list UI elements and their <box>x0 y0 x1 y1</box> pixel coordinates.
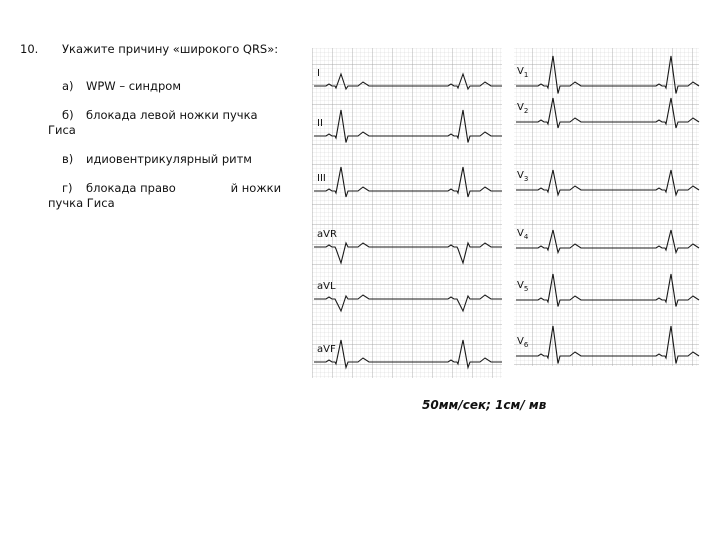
ecg-lead-label: $V_6$ <box>517 336 529 349</box>
option-text: WPW – синдром <box>86 79 182 93</box>
option-text: идиовентрикулярный ритм <box>86 152 252 166</box>
option-text: блокада право й ножки <box>86 181 282 195</box>
ecg-lead-label: $V_2$ <box>517 102 529 115</box>
ecg-lead-label: $V_5$ <box>517 280 529 293</box>
question-text: Укажите причину «широкого QRS»: <box>62 42 279 56</box>
question-block <box>20 42 310 211</box>
option-letter: г) <box>62 181 73 195</box>
question-number: 10. <box>20 42 39 56</box>
ecg-lead-label: aVL <box>317 281 336 292</box>
ecg-grid-right <box>514 48 699 366</box>
ecg-grid-left <box>312 48 502 378</box>
ecg-lead-label: $V_4$ <box>517 228 529 241</box>
ecg-lead-label: $V_3$ <box>517 170 529 183</box>
ecg-lead-label: III <box>317 173 326 184</box>
ecg-caption: 50мм/сек; 1см/ мв <box>422 398 547 412</box>
ecg-lead-label: aVR <box>317 229 337 240</box>
option-letter: в) <box>62 152 74 166</box>
ecg-lead-label: aVF <box>317 344 336 355</box>
question-header <box>20 42 310 57</box>
ecg-image <box>312 44 720 380</box>
answer-option-a[interactable] <box>20 79 310 94</box>
answer-option-c[interactable] <box>20 152 310 167</box>
ecg-lead-label: $V_1$ <box>517 66 529 79</box>
answer-option-b[interactable] <box>20 108 310 138</box>
option-text-cont: пучка Гиса <box>48 196 115 210</box>
ecg-lead-label: I <box>317 68 320 79</box>
answer-option-d[interactable] <box>20 181 310 211</box>
option-letter: б) <box>62 108 74 122</box>
option-letter: а) <box>62 79 74 93</box>
ecg-lead-label: II <box>317 118 323 129</box>
option-text-cont: Гиса <box>48 123 76 137</box>
option-text: блокада левой ножки пучка <box>86 108 258 122</box>
